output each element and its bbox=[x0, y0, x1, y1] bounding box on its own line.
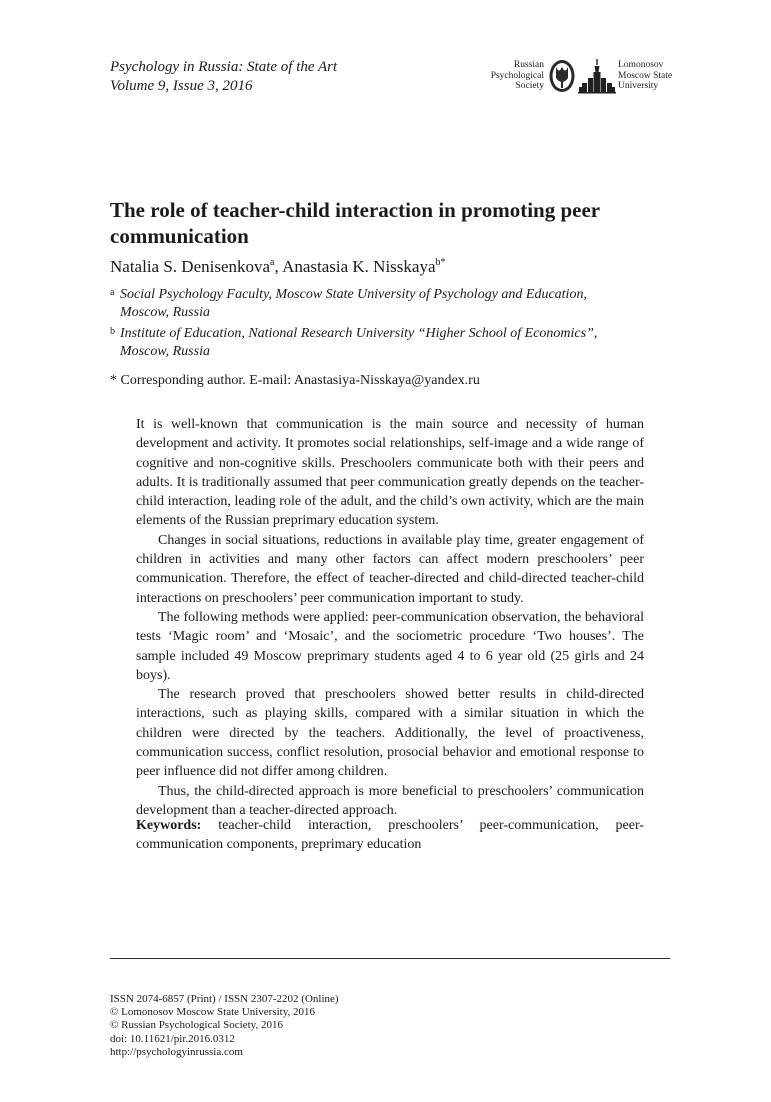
abstract-paragraph: Thus, the child-directed approach is more beneficial to preschoolers’ communication development than a teacher-directed approach. bbox=[136, 783, 644, 818]
msu-building-icon bbox=[578, 58, 616, 94]
footer-doi: doi: 10.11621/pir.2016.0312 bbox=[110, 1032, 235, 1045]
abstract bbox=[136, 415, 644, 820]
journal-header bbox=[110, 58, 337, 96]
rps-emblem-icon bbox=[548, 58, 576, 94]
author-name: Natalia S. Denisenkova bbox=[110, 257, 271, 276]
footer-copyright-msu: © Lomonosov Moscow State University, 2016 bbox=[110, 1006, 316, 1019]
author-separator: , bbox=[274, 257, 283, 276]
journal-volume-issue: Volume 9, Issue 3, 2016 bbox=[110, 78, 253, 94]
affiliation-b bbox=[110, 325, 630, 361]
corresponding-author: * Corresponding author. E-mail: Anastasiya-Nisskaya@yandex.ru bbox=[110, 373, 480, 388]
affiliation-text: Institute of Education, National Research University “Higher School of Economics”, Moscow, Russia bbox=[120, 326, 598, 359]
footer-copyright-rps: © Russian Psychological Society, 2016 bbox=[110, 1019, 283, 1032]
affiliation-mark: b bbox=[110, 326, 115, 337]
abstract-paragraph: The research proved that preschoolers showed better results in child-directed interactions, such as playing skills, compared with a similar situation in which the children were directed by the teachers. Additionally, the level of proactiveness, communication success, conflict resolution, prosocial behavior and emotional response to peer influence did not differ among children. bbox=[136, 687, 644, 780]
author-affiliation-mark: a bbox=[270, 257, 275, 268]
affiliation-a bbox=[110, 286, 630, 322]
keywords-text: teacher-child interaction, preschoolers’ peer-communication, peer-communication components, preprimary education bbox=[136, 818, 644, 853]
author-list bbox=[110, 256, 446, 278]
footer bbox=[110, 993, 339, 1059]
keywords-label: Keywords: bbox=[136, 818, 202, 833]
journal-title: Psychology in Russia: State of the Art bbox=[110, 59, 338, 75]
affiliation-mark: a bbox=[110, 287, 115, 298]
rps-logo-text: Russian Psychological Society bbox=[490, 60, 544, 91]
abstract-paragraph: It is well-known that communication is the main source and necessity of human development and activity. It promotes social relationships, self-image and a wide range of cognitive and non-cognitive skills. Preschoolers communicate both with their peers and adults. It is traditionally assumed that peer communication greatly depends on the teacher-child interaction, leading role of the adult, and the child’s own activity, which are the main elements of the Russian preprimary education system. bbox=[136, 417, 644, 529]
publisher-logos bbox=[486, 58, 676, 100]
footer-divider bbox=[110, 958, 670, 959]
author-affiliation-mark: b* bbox=[435, 257, 446, 268]
footer-url[interactable]: http://psychologyinrussia.com bbox=[110, 1045, 243, 1058]
abstract-paragraph: The following methods were applied: peer-communication observation, the behavioral tests ‘Magic room’ and ‘Mosaic’, and the sociometric procedure ‘Two houses’. The sample included 49 Moscow preprimary students aged 4 to 6 year old (25 girls and 24 boys). bbox=[136, 609, 644, 683]
affiliation-text: Social Psychology Faculty, Moscow State University of Psychology and Education, Moscow, Russia bbox=[120, 287, 587, 320]
keywords bbox=[136, 816, 644, 855]
footer-issn: ISSN 2074-6857 (Print) / ISSN 2307-2202 (Online) bbox=[110, 993, 339, 1005]
msu-logo-text: Lomonosov Moscow State University bbox=[618, 60, 673, 91]
article-title: The role of teacher-child interaction in promoting peer communication bbox=[110, 198, 600, 248]
abstract-paragraph: Changes in social situations, reductions in available play time, greater engagement of children in activities and many other factors can affect modern preschoolers’ peer communication. Therefore, the effect of teacher-directed and child-directed teacher-child interactions on preschoolers’ peer communication important to study. bbox=[136, 532, 644, 606]
author-name: Anastasia K. Nisskaya bbox=[282, 257, 436, 276]
